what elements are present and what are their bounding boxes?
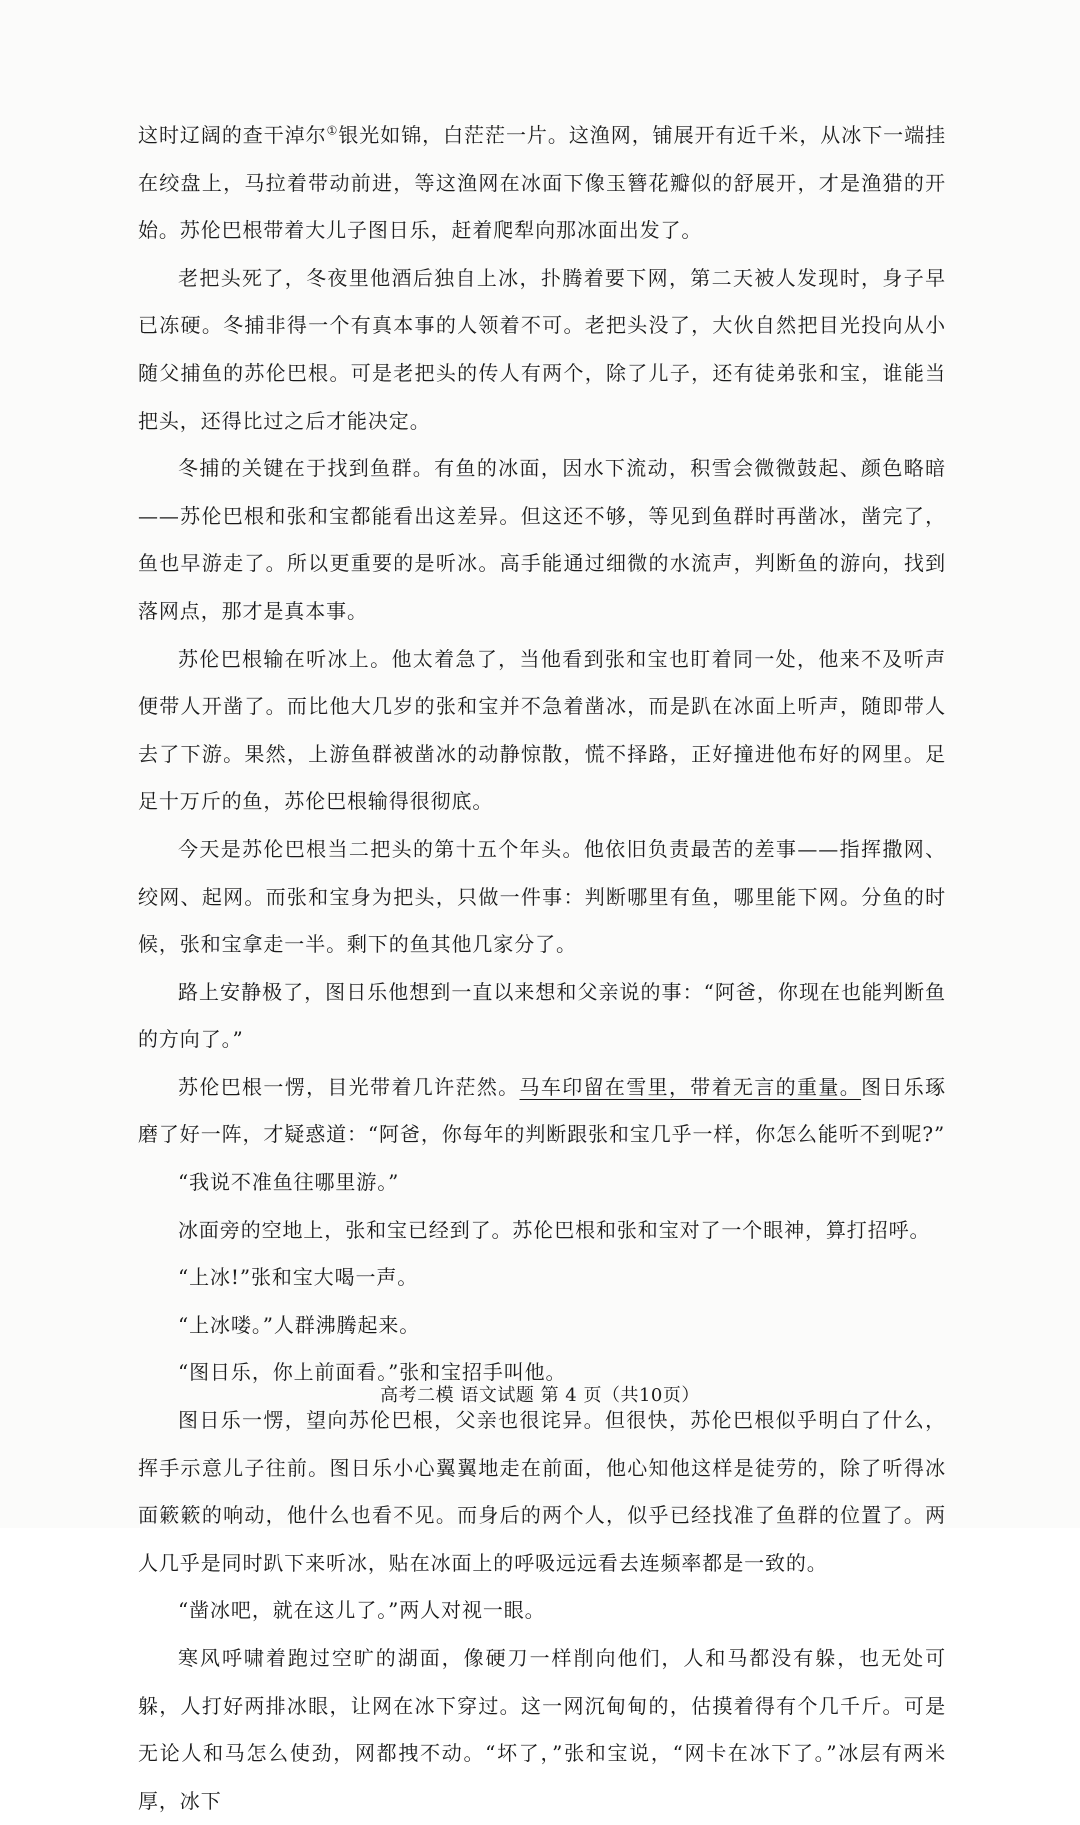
paragraph-text: 冬捕的关键在于找到鱼群。有鱼的冰面，因水下流动，积雪会微微鼓起、颜色略暗——苏伦巴根和张和宝都能看出这差异。但这还不够，等见到鱼群时再凿冰，凿完了，鱼也早游走了。所以更重要的是听冰。高手能通过细微的水流声，判断鱼的游向，找到落网点，那才是真本事。	[138, 456, 946, 623]
passage-body	[138, 112, 946, 1825]
paragraph-11	[138, 1302, 946, 1350]
paragraph-text: 今天是苏伦巴根当二把头的第十五个年头。他依旧负责最苦的差事——指挥撒网、绞网、起网。而张和宝身为把头，只做一件事：判断哪里有鱼，哪里能下网。分鱼的时候，张和宝拿走一半。剩下的鱼其他几家分了。	[138, 836, 946, 957]
paragraph-text: “凿冰吧，就在这儿了。”两人对视一眼。	[178, 1598, 546, 1623]
paragraph-15	[138, 1635, 946, 1825]
paragraph-text: 老把头死了，冬夜里他酒后独自上冰，扑腾着要下网，第二天被人发现时，身子早已冻硬。冬捕非得一个有真本事的人领着不可。老把头没了，大伙自然把目光投向从小随父捕鱼的苏伦巴根。可是老把头的传人有两个，除了儿子，还有徒弟张和宝，谁能当把头，还得比过之后才能决定。	[138, 265, 946, 433]
paragraph-text: 苏伦巴根一愣，目光带着几许茫然。	[178, 1074, 520, 1099]
paragraph-text: 寒风呼啸着跑过空旷的湖面，像硬刀一样削向他们，人和马都没有躲，也无处可躲，人打好两排冰眼，让网在冰下穿过。这一网沉甸甸的，估摸着得有个几千斤。可是无论人和马怎么使劲，网都拽不动。“坏了，”张和宝说，“网卡在冰下了。”冰层有两米厚，冰下	[138, 1646, 946, 1813]
paragraph-1	[138, 112, 946, 255]
paragraph-6	[138, 969, 946, 1064]
paragraph-text: “图日乐，你上前面看。”张和宝招手叫他。	[178, 1360, 567, 1385]
paragraph-text: 苏伦巴根输在听冰上。他太着急了，当他看到张和宝也盯着同一处，他来不及听声便带人开凿了。而比他大几岁的张和宝并不急着凿冰，而是趴在冰面上听声，随即带人去了下游。果然，上游鱼群被凿冰的动静惊散，慌不择路，正好撞进他布好的网里。足足十万斤的鱼，苏伦巴根输得很彻底。	[138, 646, 946, 814]
paragraph-13	[138, 1397, 946, 1587]
paragraph-text: 图日乐琢磨了好一阵，才疑惑道：“阿爸，你每年的判断跟张和宝几乎一样，你怎么能听不到呢?”	[138, 1074, 946, 1147]
paragraph-7	[138, 1064, 946, 1159]
paragraph-5	[138, 826, 946, 969]
page-footer: 高考二模 语文试题 第 4 页（共10页）	[380, 1385, 700, 1406]
paragraph-text: 银光如锦，白茫茫一片。这渔网，铺展开有近千米，从冰下一端挂在绞盘上，马拉着带动前进，等这渔网在冰面下像玉簪花瓣似的舒展开，才是渔猎的开始。苏伦巴根带着大儿子图日乐，赶着爬犁向那冰面出发了。	[138, 123, 946, 243]
paragraph-text: 图日乐一愣，望向苏伦巴根，父亲也很诧异。但很快，苏伦巴根似乎明白了什么，挥手示意儿子往前。图日乐小心翼翼地走在前面，他心知他这样是徒劳的，除了听得冰面簌簌的响动，他什么也看不见。而身后的两个人，似乎已经找准了鱼群的位置了。两人几乎是同时趴下来听冰，贴在冰面上的呼吸远远看去连频率都是一致的。	[138, 1408, 946, 1575]
paragraph-4	[138, 636, 946, 826]
paragraph-text: “我说不准鱼往哪里游。”	[178, 1170, 400, 1195]
paragraph-text: 冰面旁的空地上，张和宝已经到了。苏伦巴根和张和宝对了一个眼神，算打招呼。	[178, 1217, 931, 1242]
paragraph-text: 这时辽阔的查干淖尔	[138, 123, 327, 147]
paragraph-10	[138, 1254, 946, 1302]
paragraph-text: “上冰!”张和宝大喝一声。	[178, 1265, 419, 1290]
paragraph-3	[138, 445, 946, 635]
underlined-sentence: 马车印留在雪里，带着无言的重量。	[519, 1074, 862, 1099]
paragraph-text: “上冰喽。”人群沸腾起来。	[178, 1312, 421, 1337]
paragraph-2	[138, 255, 946, 445]
paragraph-8	[138, 1159, 946, 1207]
paragraph-9	[138, 1207, 946, 1255]
footnote-marker: ①	[326, 123, 339, 138]
paragraph-14	[138, 1587, 946, 1635]
paragraph-text: 路上安静极了，图日乐他想到一直以来想和父亲说的事：“阿爸，你现在也能判断鱼的方向了。”	[138, 979, 946, 1052]
